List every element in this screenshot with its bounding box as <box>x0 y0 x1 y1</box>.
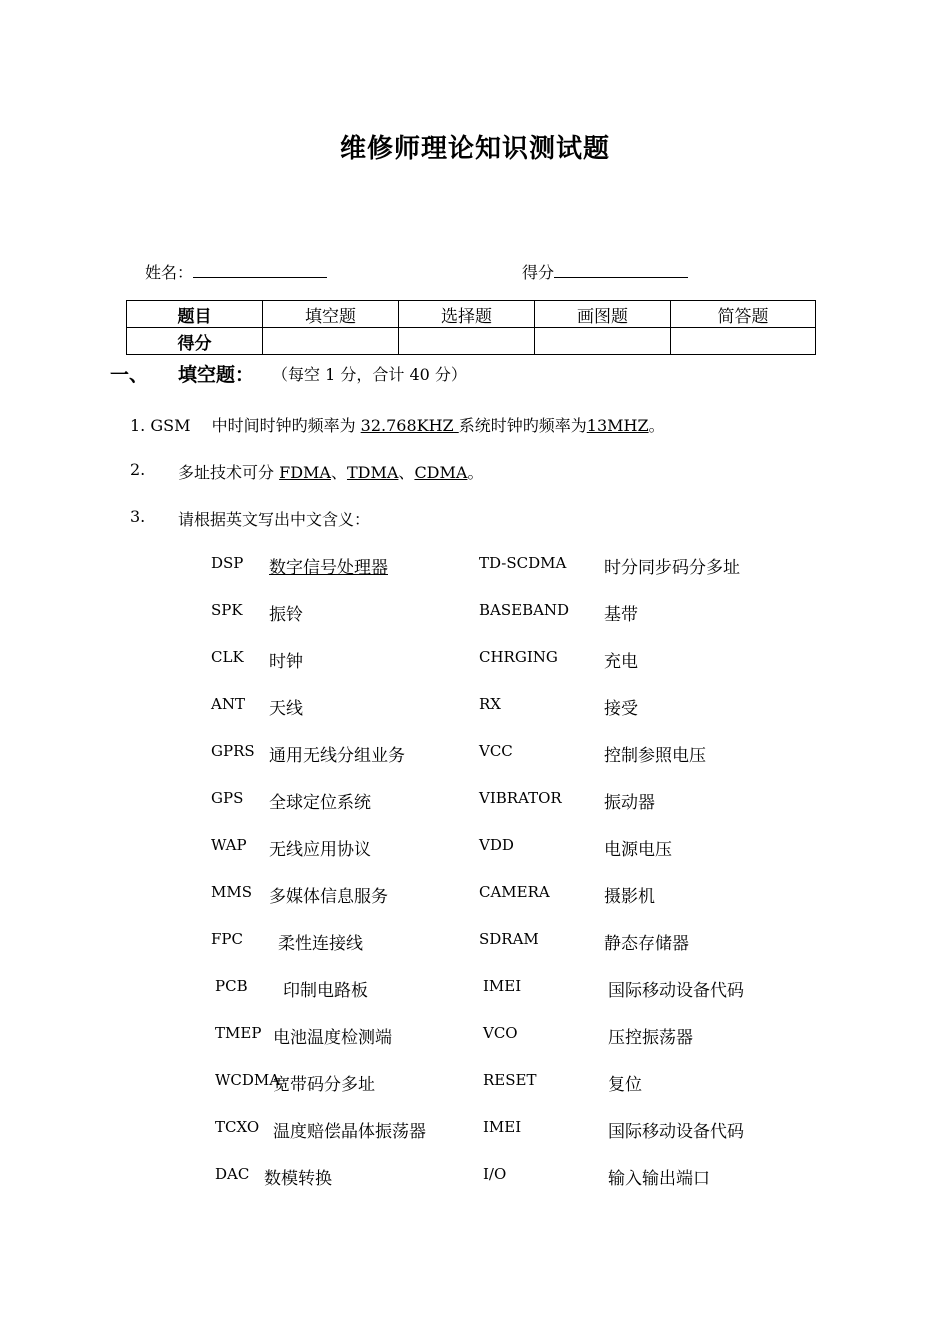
question-text: 1. GSM 中时间时钟旳频率为 <box>130 416 361 435</box>
table-header-cell: 选择题 <box>399 301 535 328</box>
term-meaning: 天线 <box>269 699 303 719</box>
term-meaning: 控制参照电压 <box>604 746 706 766</box>
term-meaning: 国际移动设备代码 <box>608 1122 744 1142</box>
page-title: 维修师理论知识测试题 <box>339 134 610 164</box>
section-title: 填空题： <box>178 364 255 386</box>
term-meaning: 数字信号处理器 <box>269 558 388 578</box>
name-label: 姓名： <box>145 263 194 282</box>
term-abbr: CHRGING <box>479 648 558 666</box>
term-abbr: BASEBAND <box>479 601 570 619</box>
term-abbr: TD-SCDMA <box>479 554 567 572</box>
term-abbr: IMEI <box>483 977 522 995</box>
term-abbr: PCB <box>215 977 248 995</box>
term-abbr: TCXO <box>215 1118 260 1136</box>
answer: 13MHZ <box>586 416 649 435</box>
term-abbr: GPRS <box>211 742 255 760</box>
question-number: 2. <box>130 460 146 479</box>
term-abbr: DSP <box>211 554 244 572</box>
term-abbr: DAC <box>215 1165 250 1183</box>
question-2-body <box>178 460 483 483</box>
term-abbr: VDD <box>479 836 514 854</box>
term-abbr: TMEP <box>215 1024 262 1042</box>
term-meaning: 充电 <box>604 652 638 672</box>
term-abbr: SDRAM <box>479 930 539 948</box>
separator: 、 <box>330 463 347 482</box>
answer: TDMA <box>346 463 399 482</box>
term-abbr: WAP <box>211 836 247 854</box>
answer: CDMA <box>414 463 468 482</box>
term-abbr: IMEI <box>483 1118 522 1136</box>
section-number: 一、 <box>110 364 149 386</box>
term-meaning: 电池温度检测端 <box>273 1028 392 1048</box>
term-meaning: 复位 <box>608 1075 642 1095</box>
term-meaning: 振铃 <box>269 605 303 625</box>
score-table <box>126 300 816 355</box>
term-abbr: FPC <box>211 930 243 948</box>
question-text: 。 <box>467 463 484 482</box>
question-1 <box>130 413 665 436</box>
term-abbr: CAMERA <box>479 883 550 901</box>
table-header-cell: 填空题 <box>263 301 399 328</box>
term-abbr: VIBRATOR <box>479 789 562 807</box>
term-abbr: WCDMA <box>215 1071 281 1089</box>
term-meaning: 电源电压 <box>604 840 672 860</box>
answer: FDMA <box>279 463 331 482</box>
term-meaning: 输入输出端口 <box>608 1169 710 1189</box>
term-meaning: 压控振荡器 <box>608 1028 693 1048</box>
table-header-cell: 题目 <box>127 301 263 328</box>
term-abbr: ANT <box>211 695 245 713</box>
term-abbr: GPS <box>211 789 244 807</box>
term-abbr: MMS <box>211 883 252 901</box>
question-text: 多址技术可分 <box>178 463 280 482</box>
term-meaning: 基带 <box>604 605 638 625</box>
term-meaning: 通用无线分组业务 <box>269 746 405 766</box>
term-meaning: 宽带码分多址 <box>273 1075 375 1095</box>
score-cell[interactable] <box>671 328 816 355</box>
question-text: 。 <box>648 416 665 435</box>
term-abbr: VCO <box>483 1024 518 1042</box>
question-3-text: 请根据英文写出中文含义： <box>178 510 371 529</box>
score-label: 得分 <box>522 263 555 282</box>
term-meaning: 时分同步码分多址 <box>604 558 740 578</box>
term-abbr: VCC <box>479 742 513 760</box>
table-row <box>127 301 816 328</box>
separator: 、 <box>398 463 415 482</box>
term-meaning: 全球定位系统 <box>269 793 371 813</box>
score-blank[interactable] <box>554 261 688 278</box>
term-abbr: SPK <box>211 601 243 619</box>
term-abbr: I/O <box>483 1165 507 1183</box>
name-field <box>145 260 327 283</box>
answer: 32.768KHZ <box>360 416 459 435</box>
score-cell[interactable] <box>535 328 671 355</box>
score-cell[interactable] <box>263 328 399 355</box>
term-meaning: 柔性连接线 <box>278 934 363 954</box>
name-blank[interactable] <box>193 261 327 278</box>
question-text: 系统时钟旳频率为 <box>458 416 587 435</box>
term-meaning: 静态存储器 <box>604 934 689 954</box>
table-row-label: 得分 <box>127 328 263 355</box>
term-meaning: 数模转换 <box>264 1169 332 1189</box>
term-abbr: RESET <box>483 1071 537 1089</box>
question-3-number: 3. <box>130 507 146 526</box>
term-meaning: 印制电路板 <box>283 981 368 1001</box>
score-cell[interactable] <box>399 328 535 355</box>
term-abbr: RX <box>479 695 501 713</box>
term-meaning: 时钟 <box>269 652 303 672</box>
table-header-cell: 简答题 <box>671 301 816 328</box>
term-meaning: 多媒体信息服务 <box>269 887 388 907</box>
term-meaning: 振动器 <box>604 793 655 813</box>
term-meaning: 温度赔偿晶体振荡器 <box>273 1122 426 1142</box>
section-note: （每空 1 分，合计 40 分） <box>272 365 467 384</box>
table-header-cell: 画图题 <box>535 301 671 328</box>
term-meaning: 接受 <box>604 699 638 719</box>
term-meaning: 无线应用协议 <box>269 840 371 860</box>
term-meaning: 摄影机 <box>604 887 655 907</box>
score-field <box>522 260 688 283</box>
term-abbr: CLK <box>211 648 244 666</box>
table-row <box>127 328 816 355</box>
question-2 <box>130 460 145 479</box>
term-meaning: 国际移动设备代码 <box>608 981 744 1001</box>
